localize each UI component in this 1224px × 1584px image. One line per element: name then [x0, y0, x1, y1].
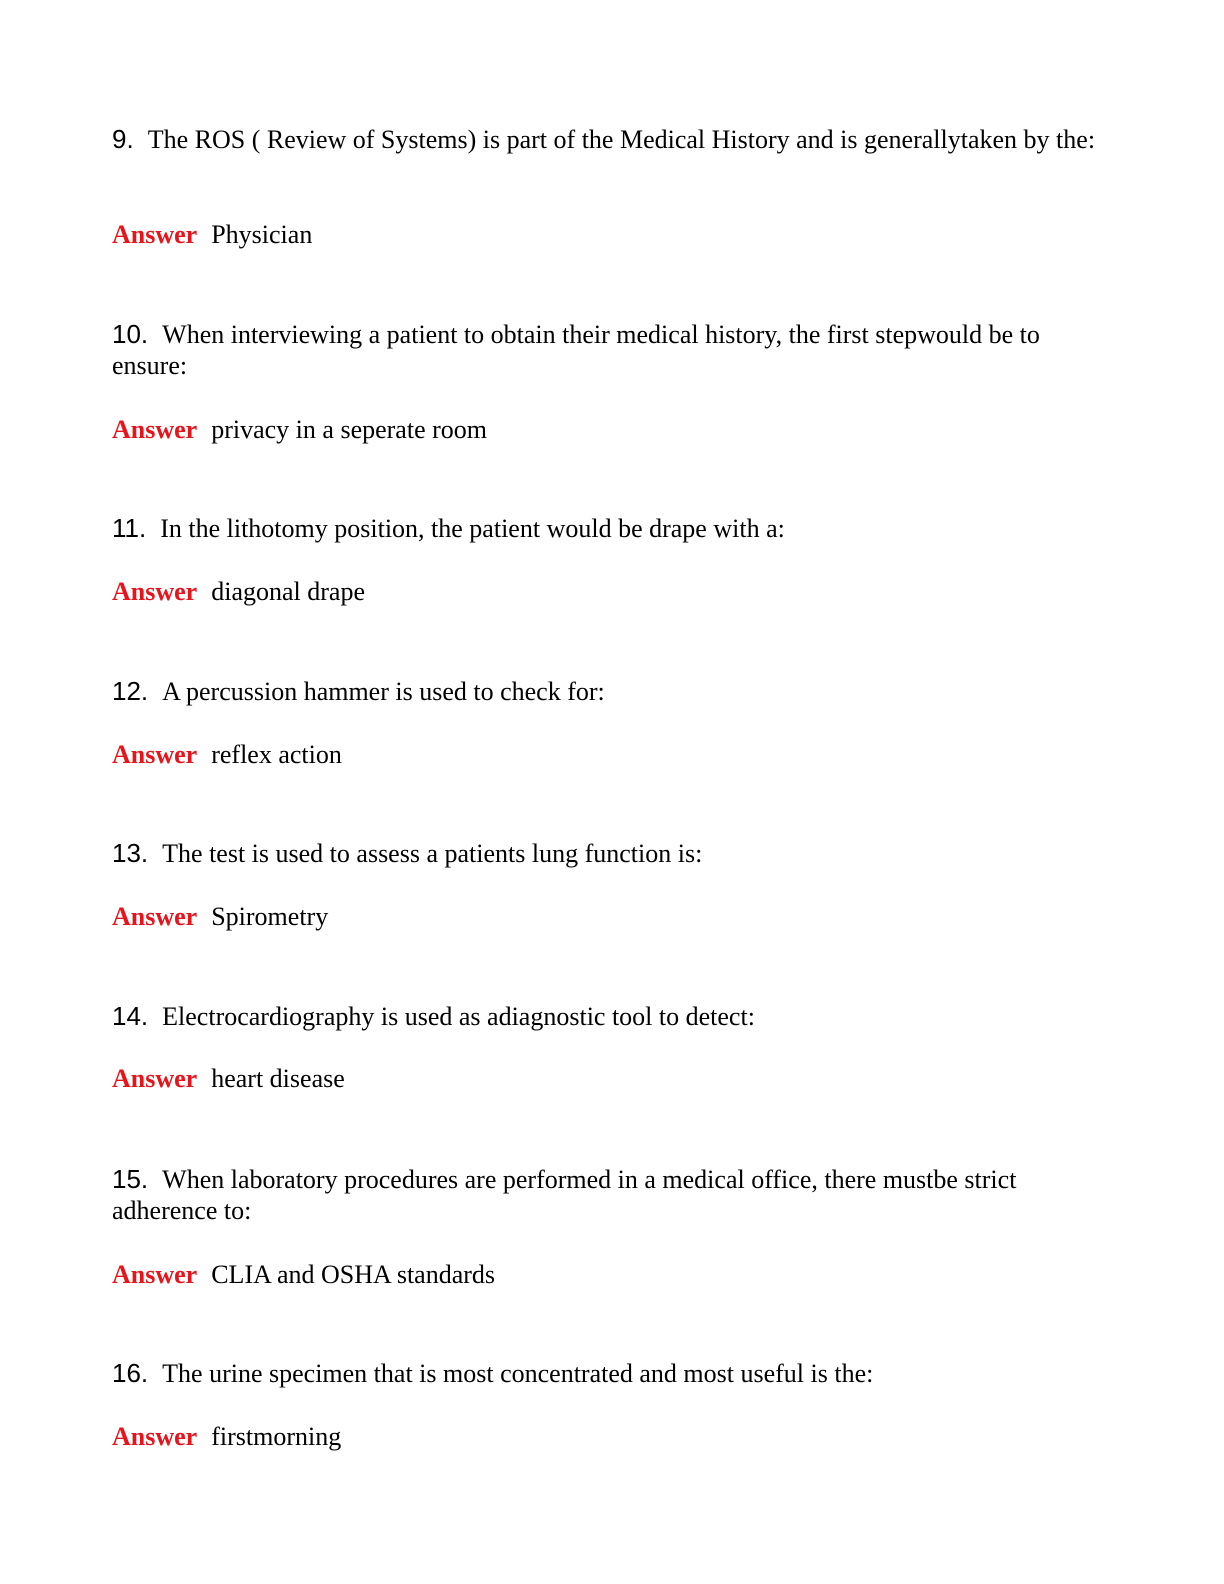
- qa-item-10: [112, 319, 1112, 444]
- answer-text: firstmorning: [211, 1422, 342, 1451]
- qa-item-16: [112, 1358, 1112, 1451]
- answer-text: heart disease: [211, 1064, 345, 1093]
- question-text: [112, 838, 1112, 869]
- question-text: [112, 1358, 1112, 1389]
- answer-row: [112, 219, 312, 250]
- question-text: [112, 1164, 1112, 1226]
- question-body: When laboratory procedures are performed in a medical office, there mustbe strict adherence to:: [112, 1165, 1017, 1225]
- answer-text: Physician: [211, 220, 313, 249]
- question-text: [112, 676, 1112, 707]
- question-number: 11.: [112, 513, 147, 543]
- answer-label: Answer: [112, 1260, 198, 1289]
- qa-item-15: [112, 1164, 1112, 1289]
- question-number: 15.: [112, 1164, 149, 1194]
- question-number: 10.: [112, 319, 149, 349]
- answer-label: Answer: [112, 740, 198, 769]
- answer-row: [112, 1421, 341, 1452]
- answer-text: diagonal drape: [211, 577, 365, 606]
- qa-item-12: [112, 676, 1112, 769]
- question-number: 16.: [112, 1358, 149, 1388]
- question-body: In the lithotomy position, the patient would be drape with a:: [160, 514, 785, 543]
- answer-row: [112, 901, 328, 932]
- question-number: 12.: [112, 676, 149, 706]
- question-text: [112, 1001, 1112, 1032]
- answer-row: [112, 1063, 345, 1094]
- question-text: [112, 319, 1112, 381]
- answer-row: [112, 576, 365, 607]
- answer-text: CLIA and OSHA standards: [211, 1260, 496, 1289]
- question-body: When interviewing a patient to obtain their medical history, the first stepwould be to ensure:: [112, 320, 1040, 380]
- question-number: 14.: [112, 1001, 149, 1031]
- question-body: The test is used to assess a patients lung function is:: [162, 839, 703, 868]
- question-body: The ROS ( Review of Systems) is part of the Medical History and is generallytaken by the:: [147, 125, 1096, 154]
- question-text: [112, 124, 1112, 155]
- answer-row: [112, 739, 342, 770]
- answer-row: [112, 1259, 495, 1290]
- answer-text: reflex action: [211, 740, 342, 769]
- answer-label: Answer: [112, 415, 198, 444]
- question-body: The urine specimen that is most concentrated and most useful is the:: [162, 1359, 874, 1388]
- answer-text: privacy in a seperate room: [211, 415, 487, 444]
- answer-label: Answer: [112, 577, 198, 606]
- question-number: 13.: [112, 838, 149, 868]
- answer-label: Answer: [112, 1422, 198, 1451]
- qa-item-9: [112, 124, 1112, 249]
- answer-label: Answer: [112, 902, 198, 931]
- qa-item-13: [112, 838, 1112, 931]
- question-body: A percussion hammer is used to check for:: [162, 677, 605, 706]
- qa-item-11: [112, 513, 1112, 606]
- answer-label: Answer: [112, 220, 198, 249]
- question-number: 9.: [112, 124, 134, 154]
- qa-item-14: [112, 1001, 1112, 1093]
- question-text: [112, 513, 1112, 544]
- answer-text: Spirometry: [211, 902, 329, 931]
- answer-row: [112, 414, 487, 445]
- answer-label: Answer: [112, 1064, 198, 1093]
- question-body: Electrocardiography is used as adiagnostic tool to detect:: [162, 1002, 755, 1031]
